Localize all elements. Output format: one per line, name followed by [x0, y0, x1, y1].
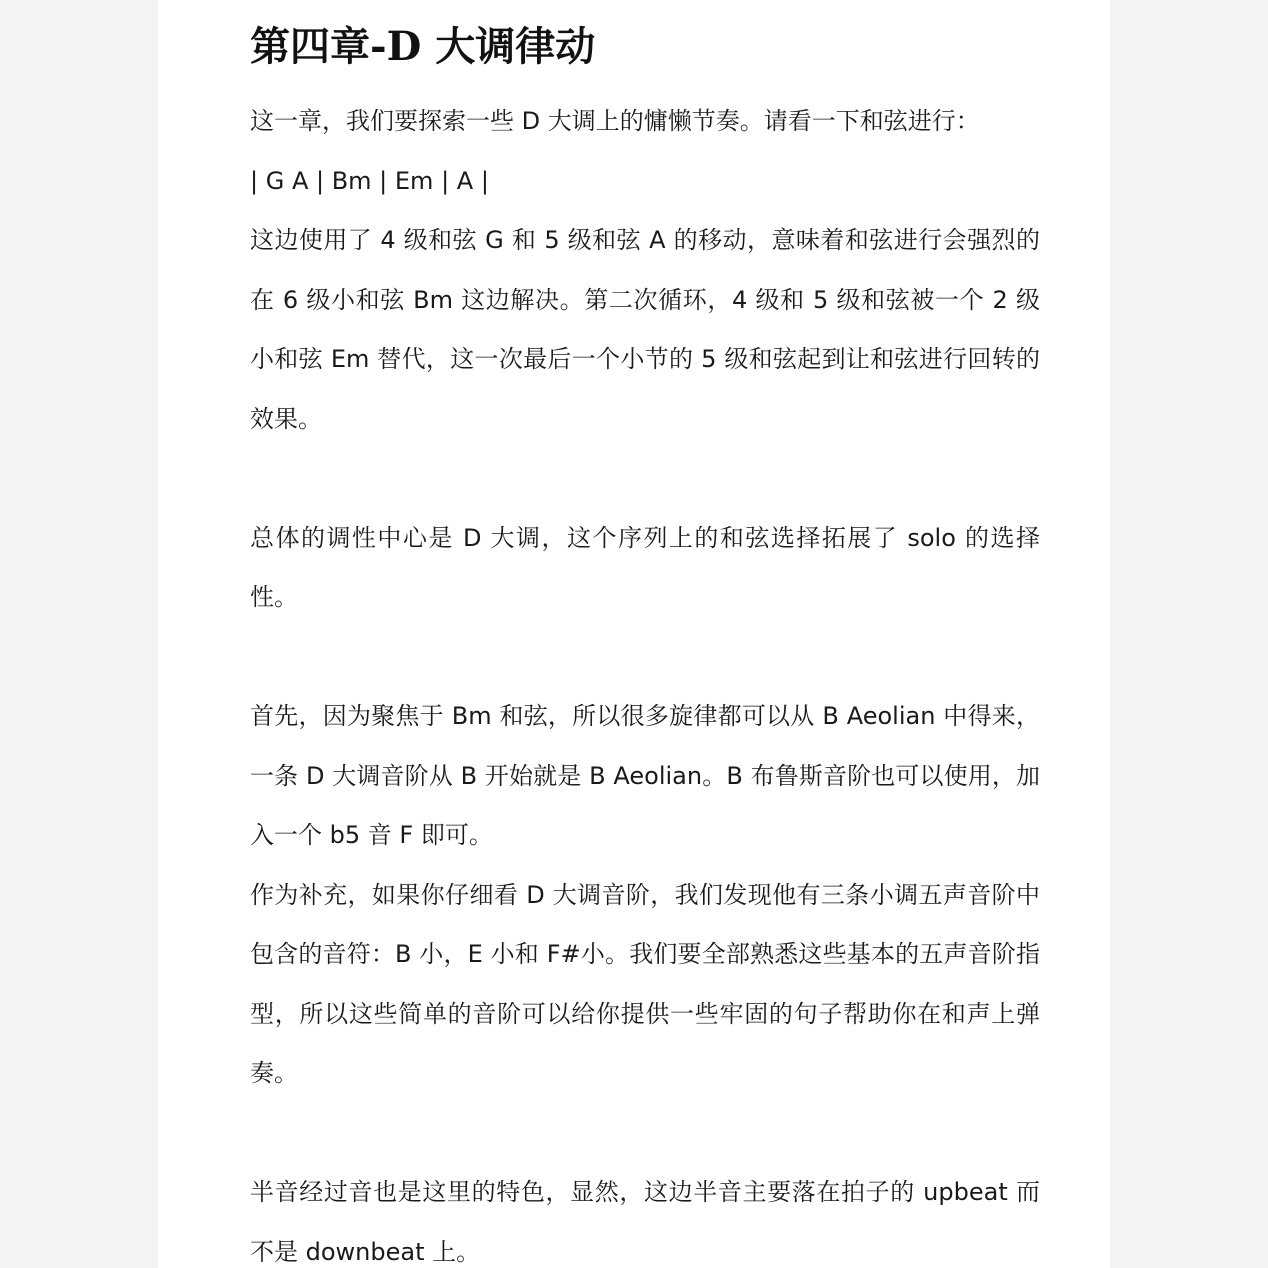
document-page [158, 0, 1110, 1268]
tonal-center-paragraph: 总体的调性中心是 D 大调，这个序列上的和弦选择拓展了 solo 的选择性。 [250, 523, 1040, 611]
chapter-title: 第四章-D 大调律动 [250, 23, 596, 70]
pentatonic-paragraph: 作为补充，如果你仔细看 D 大调音阶，我们发现他有三条小调五声音阶中包含的音符：B 小，E 小和 F#小。我们要全部熟悉这些基本的五声音阶指型，所以这些简单的音阶可以给你提供一些牢固的句子帮助你在和声上弹奏。 [250, 880, 1040, 1087]
intro-paragraph: 这一章，我们要探索一些 D 大调上的慵懒节奏。请看一下和弦进行： [250, 107, 980, 135]
paragraph-spacer [250, 628, 1040, 688]
chord-progression: | G A | Bm | Em | A | [250, 166, 489, 195]
paragraph-spacer [250, 449, 1040, 509]
chromatic-paragraph: 半音经过音也是这里的特色，显然，这边半音主要落在拍子的 upbeat 而不是 downbeat 上。 [250, 1178, 1040, 1266]
aeolian-paragraph: 首先，因为聚焦于 Bm 和弦，所以很多旋律都可以从 B Aeolian 中得来，一条 D 大调音阶从 B 开始就是 B Aeolian。B 布鲁斯音阶也可以使用，加入一个 b5 音 F 即可。 [250, 702, 1040, 849]
document-content [250, 0, 1040, 1268]
explanation-paragraph: 这边使用了 4 级和弦 G 和 5 级和弦 A 的移动，意味着和弦进行会强烈的在 6 级小和弦 Bm 这边解决。第二次循环，4 级和 5 级和弦被一个 2 级小和弦 Em 替代，这一次最后一个小节的 5 级和弦起到让和弦进行回转的效果。 [250, 226, 1040, 433]
paragraph-spacer [250, 1104, 1040, 1164]
